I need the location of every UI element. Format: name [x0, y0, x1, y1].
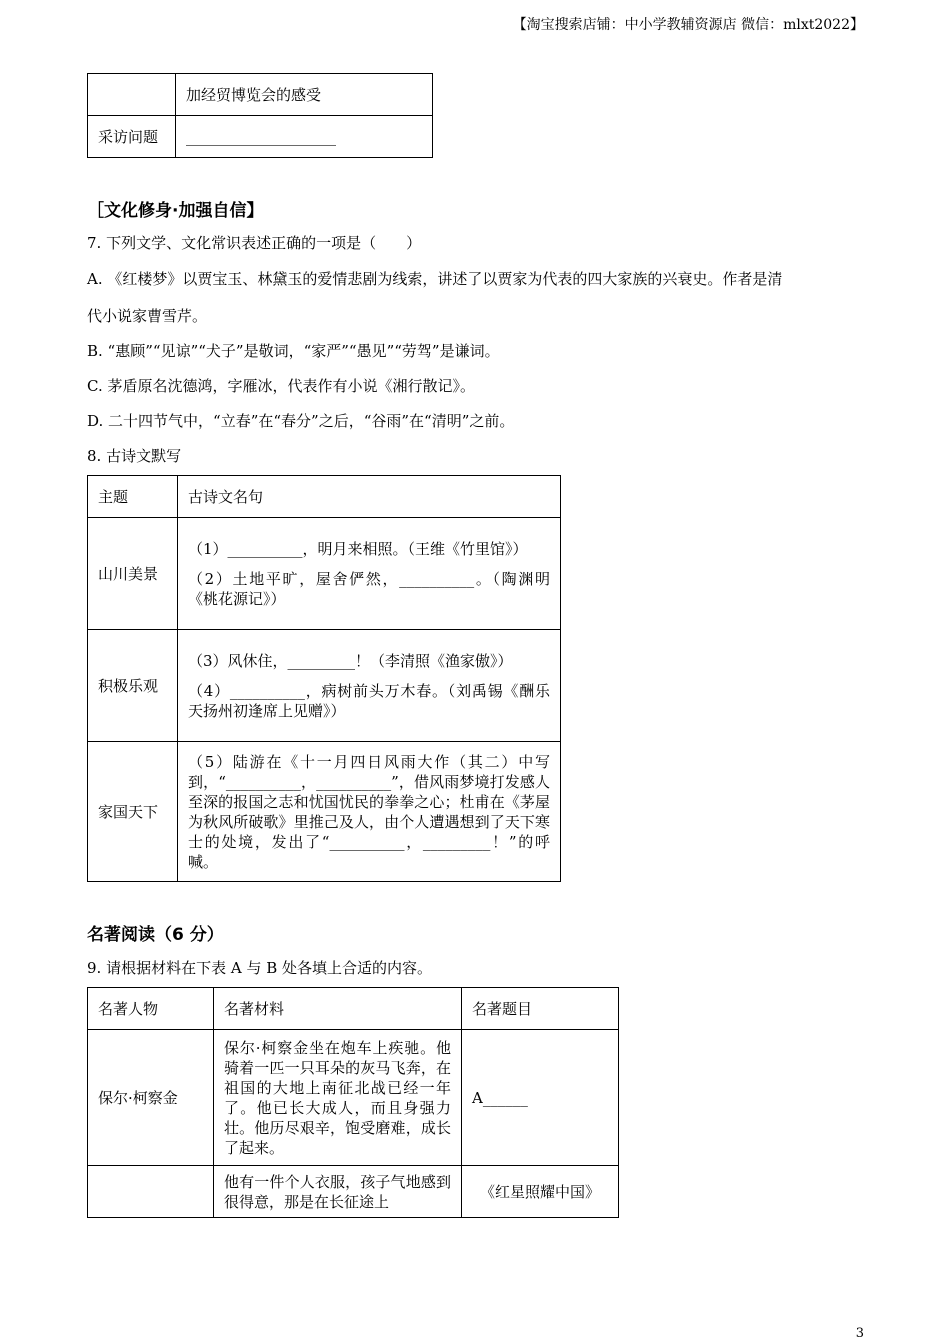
material-cell — [214, 1030, 462, 1166]
table-header-cell: 名著材料 — [214, 988, 462, 1030]
q8-stem: 8. 古诗文默写 — [87, 447, 182, 465]
q7-option-d: D. 二十四节气中，“立春”在“春分”之后，“谷雨”在“清明”之前。 — [87, 412, 515, 430]
table-header-cell: 名著人物 — [88, 988, 214, 1030]
table-row — [88, 1166, 619, 1218]
q7-stem: 7. 下列文学、文化常识表述正确的一项是（ ） — [87, 234, 422, 252]
q7-option-a-cont: 代小说家曹雪芹。 — [87, 307, 208, 325]
page-number: 3 — [855, 1326, 864, 1341]
table-header-cell: 名著题目 — [462, 988, 619, 1030]
table-header-row — [88, 988, 619, 1030]
verse-cell — [178, 518, 561, 630]
table-cell — [88, 74, 176, 116]
q7-option-c: C. 茅盾原名沈德鸿，字雁冰，代表作有小说《湘行散记》。 — [87, 377, 475, 395]
table-cell: 采访问题 — [88, 116, 176, 158]
table-header-cell: 主题 — [88, 476, 178, 518]
verse-line: （4）__________，病树前头万木春。（刘禹锡《酬乐天扬州初逢席上见赠》） — [188, 681, 550, 720]
table-row — [88, 630, 561, 742]
table-row — [88, 74, 433, 116]
material-cell — [214, 1166, 462, 1218]
title-cell: A______ — [462, 1030, 619, 1166]
theme-cell: 积极乐观 — [88, 630, 178, 742]
classics-table — [87, 987, 619, 1218]
verse-line: （5）陆游在《十一月四日风雨大作（其二）中写到，“__________，__________”，借风雨梦境打发感人至深的报国之志和忧国忧民的拳拳之心；杜甫在《茅屋为秋风所破歌》里推己及人，由个人遭遇想到了天下寒士的处境，发出了“__________，_________！”的呼喊。 — [188, 752, 550, 871]
theme-cell: 山川美景 — [88, 518, 178, 630]
q9-stem: 9. 请根据材料在下表 A 与 B 处各填上合适的内容。 — [87, 959, 433, 977]
section-title-culture: ［文化修身·加强自信】 — [87, 201, 264, 221]
verse-line: （2）土地平旷，屋舍俨然，__________。（陶渊明《桃花源记》） — [188, 569, 550, 608]
table-row — [88, 518, 561, 630]
character-cell — [88, 1166, 214, 1218]
table-cell: 加经贸博览会的感受 — [176, 74, 433, 116]
q7-option-a: A. 《红楼梦》以贾宝玉、林黛玉的爱情悲剧为线索，讲述了以贾家为代表的四大家族的兴衰史。作者是清 — [87, 270, 783, 288]
character-cell: 保尔·柯察金 — [88, 1030, 214, 1166]
theme-cell: 家国天下 — [88, 742, 178, 882]
q7-option-b: B. “惠顾”“见谅”“犬子”是敬词，“家严”“愚见”“劳驾”是谦词。 — [87, 342, 500, 360]
table-header-row — [88, 476, 561, 518]
table-row — [88, 1030, 619, 1166]
section-title-reading: 名著阅读（6 分） — [87, 925, 224, 945]
verse-cell — [178, 630, 561, 742]
table-cell: ____________________ — [176, 116, 433, 158]
verse-cell — [178, 742, 561, 882]
table-row — [88, 742, 561, 882]
page-header: 【淘宝搜索店铺：中小学教辅资源店 微信：mlxt2022】 — [512, 17, 864, 33]
material-text: 他有一件个人衣服，孩子气地感到很得意，那是在长征途上 — [224, 1172, 451, 1211]
table-header-cell: 古诗文名句 — [178, 476, 561, 518]
material-text: 保尔·柯察金坐在炮车上疾驰。他骑着一匹一只耳朵的灰马飞奔，在祖国的大地上南征北战已经一年了。他已长大成人，而且身强力壮。他历尽艰辛，饱受磨难，成长了起来。 — [224, 1038, 451, 1157]
poetry-table — [87, 475, 561, 882]
verse-line: （1）__________，明月来相照。（王维《竹里馆》） — [188, 539, 528, 558]
verse-line: （3）风休住，_________！（李清照《渔家傲》） — [188, 651, 513, 670]
table-row — [88, 116, 433, 158]
interview-table — [87, 73, 433, 158]
title-cell: 《红星照耀中国》 — [462, 1166, 619, 1218]
